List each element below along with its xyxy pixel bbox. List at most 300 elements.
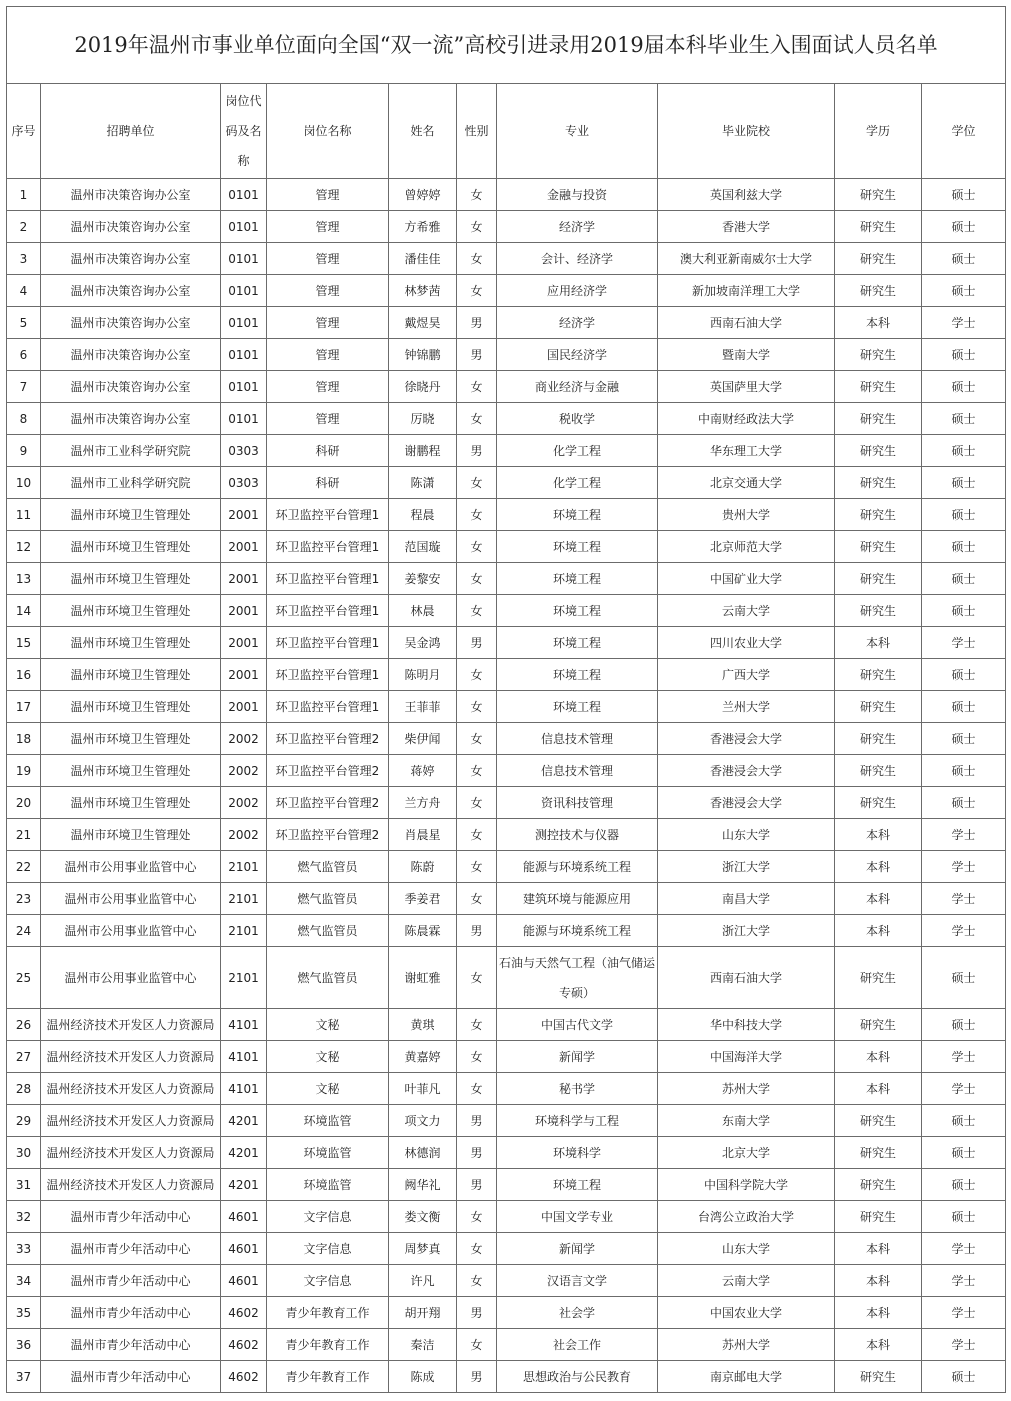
cell-position-code: 2002 xyxy=(221,819,267,851)
cell-major: 金融与投资 xyxy=(497,179,658,211)
cell-position-code: 0101 xyxy=(221,179,267,211)
cell-name: 王菲菲 xyxy=(389,691,457,723)
cell-position-name: 燃气监管员 xyxy=(267,915,389,947)
cell-degree: 学士 xyxy=(922,915,1006,947)
cell-school: 英国利兹大学 xyxy=(658,179,835,211)
cell-position-name: 燃气监管员 xyxy=(267,883,389,915)
cell-unit: 温州市青少年活动中心 xyxy=(41,1329,221,1361)
cell-major: 会计、经济学 xyxy=(497,243,658,275)
cell-gender: 女 xyxy=(457,371,497,403)
cell-major: 秘书学 xyxy=(497,1073,658,1105)
cell-name: 方希雅 xyxy=(389,211,457,243)
cell-unit: 温州经济技术开发区人力资源局 xyxy=(41,1169,221,1201)
cell-gender: 女 xyxy=(457,851,497,883)
table-row xyxy=(7,1169,1006,1201)
cell-unit: 温州市青少年活动中心 xyxy=(41,1201,221,1233)
cell-degree: 学士 xyxy=(922,1265,1006,1297)
cell-gender: 女 xyxy=(457,1041,497,1073)
cell-unit: 温州经济技术开发区人力资源局 xyxy=(41,1009,221,1041)
cell-degree: 硕士 xyxy=(922,435,1006,467)
cell-name: 黄琪 xyxy=(389,1009,457,1041)
cell-name: 吴金鸿 xyxy=(389,627,457,659)
cell-education: 研究生 xyxy=(835,595,922,627)
cell-index: 17 xyxy=(7,691,41,723)
cell-index: 3 xyxy=(7,243,41,275)
cell-unit: 温州市环境卫生管理处 xyxy=(41,659,221,691)
cell-position-code: 2001 xyxy=(221,531,267,563)
cell-index: 31 xyxy=(7,1169,41,1201)
cell-position-code: 0101 xyxy=(221,403,267,435)
cell-major: 中国古代文学 xyxy=(497,1009,658,1041)
cell-index: 34 xyxy=(7,1265,41,1297)
cell-position-code: 0101 xyxy=(221,339,267,371)
cell-name: 钟锦鹏 xyxy=(389,339,457,371)
cell-gender: 女 xyxy=(457,595,497,627)
cell-name: 娄文衡 xyxy=(389,1201,457,1233)
cell-school: 北京师范大学 xyxy=(658,531,835,563)
cell-index: 30 xyxy=(7,1137,41,1169)
cell-position-code: 2101 xyxy=(221,851,267,883)
cell-school: 南昌大学 xyxy=(658,883,835,915)
table-row xyxy=(7,467,1006,499)
cell-degree: 学士 xyxy=(922,819,1006,851)
cell-position-name: 管理 xyxy=(267,179,389,211)
cell-position-name: 环境监管 xyxy=(267,1105,389,1137)
cell-position-name: 管理 xyxy=(267,275,389,307)
cell-school: 广西大学 xyxy=(658,659,835,691)
cell-index: 24 xyxy=(7,915,41,947)
cell-name: 兰方舟 xyxy=(389,787,457,819)
cell-education: 本科 xyxy=(835,1073,922,1105)
cell-education: 本科 xyxy=(835,627,922,659)
cell-position-name: 环卫监控平台管理1 xyxy=(267,627,389,659)
cell-gender: 女 xyxy=(457,723,497,755)
cell-unit: 温州市环境卫生管理处 xyxy=(41,755,221,787)
cell-unit: 温州经济技术开发区人力资源局 xyxy=(41,1073,221,1105)
cell-major: 化学工程 xyxy=(497,435,658,467)
cell-name: 潘佳佳 xyxy=(389,243,457,275)
cell-major: 信息技术管理 xyxy=(497,755,658,787)
cell-gender: 男 xyxy=(457,915,497,947)
cell-position-name: 科研 xyxy=(267,467,389,499)
table-row xyxy=(7,243,1006,275)
cell-major: 中国文学专业 xyxy=(497,1201,658,1233)
cell-position-name: 环卫监控平台管理1 xyxy=(267,691,389,723)
cell-education: 本科 xyxy=(835,1297,922,1329)
cell-school: 香港浸会大学 xyxy=(658,755,835,787)
cell-degree: 学士 xyxy=(922,307,1006,339)
cell-degree: 学士 xyxy=(922,1233,1006,1265)
cell-gender: 女 xyxy=(457,243,497,275)
cell-major: 测控技术与仪器 xyxy=(497,819,658,851)
table-row xyxy=(7,723,1006,755)
cell-school: 山东大学 xyxy=(658,1233,835,1265)
cell-position-code: 4601 xyxy=(221,1201,267,1233)
cell-name: 戴煜昊 xyxy=(389,307,457,339)
cell-name: 林梦茜 xyxy=(389,275,457,307)
cell-degree: 硕士 xyxy=(922,787,1006,819)
cell-school: 云南大学 xyxy=(658,595,835,627)
cell-unit: 温州市环境卫生管理处 xyxy=(41,499,221,531)
cell-major: 应用经济学 xyxy=(497,275,658,307)
cell-school: 贵州大学 xyxy=(658,499,835,531)
header-school: 毕业院校 xyxy=(658,84,835,179)
cell-name: 陈潇 xyxy=(389,467,457,499)
cell-degree: 学士 xyxy=(922,1329,1006,1361)
cell-major: 环境工程 xyxy=(497,691,658,723)
cell-index: 36 xyxy=(7,1329,41,1361)
cell-position-name: 文秘 xyxy=(267,1009,389,1041)
cell-major: 新闻学 xyxy=(497,1233,658,1265)
cell-school: 山东大学 xyxy=(658,819,835,851)
cell-gender: 女 xyxy=(457,883,497,915)
cell-index: 27 xyxy=(7,1041,41,1073)
cell-gender: 女 xyxy=(457,467,497,499)
cell-unit: 温州市公用事业监管中心 xyxy=(41,883,221,915)
cell-unit: 温州市青少年活动中心 xyxy=(41,1361,221,1393)
cell-major: 环境科学与工程 xyxy=(497,1105,658,1137)
cell-position-code: 0101 xyxy=(221,307,267,339)
cell-name: 谢鹏程 xyxy=(389,435,457,467)
table-row xyxy=(7,1233,1006,1265)
cell-position-code: 4602 xyxy=(221,1329,267,1361)
cell-school: 香港大学 xyxy=(658,211,835,243)
table-row xyxy=(7,627,1006,659)
cell-school: 四川农业大学 xyxy=(658,627,835,659)
cell-major: 能源与环境系统工程 xyxy=(497,915,658,947)
cell-position-code: 2002 xyxy=(221,787,267,819)
cell-major: 环境工程 xyxy=(497,531,658,563)
cell-gender: 男 xyxy=(457,1361,497,1393)
cell-unit: 温州市环境卫生管理处 xyxy=(41,563,221,595)
cell-position-code: 4201 xyxy=(221,1105,267,1137)
cell-unit: 温州市决策咨询办公室 xyxy=(41,339,221,371)
table-row xyxy=(7,1105,1006,1137)
cell-position-code: 2101 xyxy=(221,883,267,915)
cell-index: 21 xyxy=(7,819,41,851)
cell-position-code: 4101 xyxy=(221,1009,267,1041)
cell-name: 厉晓 xyxy=(389,403,457,435)
cell-gender: 男 xyxy=(457,1105,497,1137)
cell-education: 研究生 xyxy=(835,1009,922,1041)
cell-gender: 女 xyxy=(457,403,497,435)
cell-position-code: 4602 xyxy=(221,1361,267,1393)
cell-school: 东南大学 xyxy=(658,1105,835,1137)
cell-major: 社会学 xyxy=(497,1297,658,1329)
cell-degree: 硕士 xyxy=(922,243,1006,275)
cell-index: 13 xyxy=(7,563,41,595)
table-row xyxy=(7,1073,1006,1105)
cell-position-code: 4601 xyxy=(221,1233,267,1265)
cell-unit: 温州市工业科学研究院 xyxy=(41,467,221,499)
cell-education: 研究生 xyxy=(835,467,922,499)
cell-index: 2 xyxy=(7,211,41,243)
cell-gender: 女 xyxy=(457,499,497,531)
cell-education: 研究生 xyxy=(835,1169,922,1201)
cell-gender: 女 xyxy=(457,787,497,819)
cell-degree: 硕士 xyxy=(922,691,1006,723)
cell-degree: 学士 xyxy=(922,627,1006,659)
cell-education: 研究生 xyxy=(835,371,922,403)
cell-degree: 硕士 xyxy=(922,467,1006,499)
cell-unit: 温州经济技术开发区人力资源局 xyxy=(41,1137,221,1169)
cell-index: 9 xyxy=(7,435,41,467)
table-row xyxy=(7,371,1006,403)
cell-unit: 温州市决策咨询办公室 xyxy=(41,211,221,243)
cell-index: 7 xyxy=(7,371,41,403)
cell-position-name: 青少年教育工作 xyxy=(267,1297,389,1329)
cell-major: 商业经济与金融 xyxy=(497,371,658,403)
cell-degree: 硕士 xyxy=(922,947,1006,1009)
cell-degree: 硕士 xyxy=(922,499,1006,531)
cell-degree: 硕士 xyxy=(922,403,1006,435)
cell-index: 5 xyxy=(7,307,41,339)
cell-degree: 硕士 xyxy=(922,179,1006,211)
page-title: 2019年温州市事业单位面向全国“双一流”高校引进录用2019届本科毕业生入围面试人员名单 xyxy=(7,7,1006,84)
header-index: 序号 xyxy=(7,84,41,179)
cell-gender: 女 xyxy=(457,659,497,691)
cell-gender: 女 xyxy=(457,1233,497,1265)
cell-degree: 硕士 xyxy=(922,1201,1006,1233)
cell-unit: 温州市环境卫生管理处 xyxy=(41,531,221,563)
cell-degree: 硕士 xyxy=(922,531,1006,563)
cell-gender: 女 xyxy=(457,1329,497,1361)
cell-education: 研究生 xyxy=(835,339,922,371)
cell-position-code: 0303 xyxy=(221,435,267,467)
cell-education: 研究生 xyxy=(835,1361,922,1393)
cell-degree: 硕士 xyxy=(922,339,1006,371)
cell-index: 1 xyxy=(7,179,41,211)
cell-gender: 男 xyxy=(457,1297,497,1329)
cell-degree: 学士 xyxy=(922,883,1006,915)
cell-school: 华东理工大学 xyxy=(658,435,835,467)
cell-major: 化学工程 xyxy=(497,467,658,499)
cell-name: 项文力 xyxy=(389,1105,457,1137)
cell-index: 28 xyxy=(7,1073,41,1105)
cell-index: 22 xyxy=(7,851,41,883)
cell-position-name: 文秘 xyxy=(267,1041,389,1073)
cell-major: 环境科学 xyxy=(497,1137,658,1169)
cell-index: 10 xyxy=(7,467,41,499)
cell-education: 本科 xyxy=(835,1041,922,1073)
cell-degree: 学士 xyxy=(922,1041,1006,1073)
cell-degree: 硕士 xyxy=(922,1105,1006,1137)
cell-index: 8 xyxy=(7,403,41,435)
cell-education: 本科 xyxy=(835,1265,922,1297)
table-row xyxy=(7,1041,1006,1073)
cell-position-code: 0101 xyxy=(221,275,267,307)
cell-education: 研究生 xyxy=(835,755,922,787)
cell-position-code: 2001 xyxy=(221,659,267,691)
cell-position-name: 文字信息 xyxy=(267,1233,389,1265)
cell-gender: 男 xyxy=(457,1169,497,1201)
cell-unit: 温州市青少年活动中心 xyxy=(41,1233,221,1265)
cell-position-name: 文字信息 xyxy=(267,1265,389,1297)
cell-name: 周梦真 xyxy=(389,1233,457,1265)
cell-position-code: 2001 xyxy=(221,563,267,595)
cell-name: 叶菲凡 xyxy=(389,1073,457,1105)
cell-major: 环境工程 xyxy=(497,1169,658,1201)
cell-school: 西南石油大学 xyxy=(658,947,835,1009)
cell-position-code: 0101 xyxy=(221,371,267,403)
cell-name: 谢虹雅 xyxy=(389,947,457,1009)
cell-position-code: 2002 xyxy=(221,755,267,787)
cell-gender: 女 xyxy=(457,563,497,595)
cell-school: 南京邮电大学 xyxy=(658,1361,835,1393)
table-row xyxy=(7,755,1006,787)
table-row xyxy=(7,819,1006,851)
cell-position-code: 4101 xyxy=(221,1073,267,1105)
cell-major: 建筑环境与能源应用 xyxy=(497,883,658,915)
cell-degree: 硕士 xyxy=(922,1137,1006,1169)
cell-position-name: 环卫监控平台管理2 xyxy=(267,787,389,819)
cell-school: 苏州大学 xyxy=(658,1073,835,1105)
cell-degree: 硕士 xyxy=(922,275,1006,307)
cell-education: 研究生 xyxy=(835,1137,922,1169)
table-row xyxy=(7,947,1006,1009)
cell-name: 姜黎安 xyxy=(389,563,457,595)
cell-school: 北京大学 xyxy=(658,1137,835,1169)
cell-school: 浙江大学 xyxy=(658,851,835,883)
cell-position-name: 环境监管 xyxy=(267,1137,389,1169)
cell-gender: 女 xyxy=(457,947,497,1009)
cell-education: 本科 xyxy=(835,1329,922,1361)
cell-index: 33 xyxy=(7,1233,41,1265)
cell-index: 25 xyxy=(7,947,41,1009)
cell-position-code: 2001 xyxy=(221,627,267,659)
cell-degree: 学士 xyxy=(922,1073,1006,1105)
cell-degree: 硕士 xyxy=(922,563,1006,595)
cell-unit: 温州市环境卫生管理处 xyxy=(41,595,221,627)
cell-gender: 男 xyxy=(457,435,497,467)
cell-name: 肖晨星 xyxy=(389,819,457,851)
table-row xyxy=(7,851,1006,883)
cell-position-name: 科研 xyxy=(267,435,389,467)
cell-major: 环境工程 xyxy=(497,627,658,659)
cell-school: 中国海洋大学 xyxy=(658,1041,835,1073)
cell-major: 能源与环境系统工程 xyxy=(497,851,658,883)
cell-gender: 女 xyxy=(457,275,497,307)
cell-index: 14 xyxy=(7,595,41,627)
table-row xyxy=(7,179,1006,211)
table-row xyxy=(7,915,1006,947)
cell-position-code: 2001 xyxy=(221,595,267,627)
cell-position-code: 2101 xyxy=(221,915,267,947)
cell-name: 柴伊闻 xyxy=(389,723,457,755)
cell-degree: 硕士 xyxy=(922,1361,1006,1393)
cell-school: 中南财经政法大学 xyxy=(658,403,835,435)
table-row xyxy=(7,1265,1006,1297)
cell-school: 台湾公立政治大学 xyxy=(658,1201,835,1233)
cell-major: 环境工程 xyxy=(497,499,658,531)
cell-education: 研究生 xyxy=(835,211,922,243)
cell-school: 香港浸会大学 xyxy=(658,787,835,819)
cell-name: 蒋婷 xyxy=(389,755,457,787)
cell-degree: 硕士 xyxy=(922,1169,1006,1201)
cell-name: 程晨 xyxy=(389,499,457,531)
cell-position-name: 管理 xyxy=(267,339,389,371)
cell-index: 35 xyxy=(7,1297,41,1329)
cell-position-name: 环卫监控平台管理1 xyxy=(267,499,389,531)
cell-school: 暨南大学 xyxy=(658,339,835,371)
cell-major: 国民经济学 xyxy=(497,339,658,371)
cell-position-code: 4602 xyxy=(221,1297,267,1329)
cell-unit: 温州市决策咨询办公室 xyxy=(41,243,221,275)
cell-major: 新闻学 xyxy=(497,1041,658,1073)
header-education: 学历 xyxy=(835,84,922,179)
cell-education: 研究生 xyxy=(835,403,922,435)
cell-position-name: 青少年教育工作 xyxy=(267,1361,389,1393)
cell-index: 19 xyxy=(7,755,41,787)
cell-education: 本科 xyxy=(835,915,922,947)
cell-major: 社会工作 xyxy=(497,1329,658,1361)
cell-major: 汉语言文学 xyxy=(497,1265,658,1297)
cell-degree: 硕士 xyxy=(922,371,1006,403)
cell-index: 11 xyxy=(7,499,41,531)
header-degree: 学位 xyxy=(922,84,1006,179)
cell-position-name: 环卫监控平台管理2 xyxy=(267,755,389,787)
cell-unit: 温州市环境卫生管理处 xyxy=(41,787,221,819)
cell-major: 税收学 xyxy=(497,403,658,435)
cell-position-code: 2002 xyxy=(221,723,267,755)
table-row xyxy=(7,307,1006,339)
cell-index: 20 xyxy=(7,787,41,819)
cell-index: 26 xyxy=(7,1009,41,1041)
cell-position-name: 文字信息 xyxy=(267,1201,389,1233)
cell-position-code: 0101 xyxy=(221,211,267,243)
cell-position-name: 管理 xyxy=(267,211,389,243)
cell-position-code: 0101 xyxy=(221,243,267,275)
cell-degree: 学士 xyxy=(922,851,1006,883)
cell-name: 范国璇 xyxy=(389,531,457,563)
cell-school: 浙江大学 xyxy=(658,915,835,947)
cell-unit: 温州市公用事业监管中心 xyxy=(41,947,221,1009)
cell-name: 阙华礼 xyxy=(389,1169,457,1201)
cell-gender: 女 xyxy=(457,531,497,563)
table-row xyxy=(7,339,1006,371)
cell-position-name: 环境监管 xyxy=(267,1169,389,1201)
cell-unit: 温州市公用事业监管中心 xyxy=(41,851,221,883)
cell-name: 黄嘉婷 xyxy=(389,1041,457,1073)
cell-gender: 女 xyxy=(457,1073,497,1105)
cell-index: 23 xyxy=(7,883,41,915)
cell-name: 曾婷婷 xyxy=(389,179,457,211)
cell-name: 林德润 xyxy=(389,1137,457,1169)
cell-gender: 女 xyxy=(457,1009,497,1041)
cell-index: 4 xyxy=(7,275,41,307)
table-row xyxy=(7,531,1006,563)
table-row xyxy=(7,1361,1006,1393)
cell-name: 陈晨霖 xyxy=(389,915,457,947)
cell-gender: 女 xyxy=(457,211,497,243)
cell-education: 研究生 xyxy=(835,1105,922,1137)
cell-unit: 温州市青少年活动中心 xyxy=(41,1265,221,1297)
cell-position-code: 0303 xyxy=(221,467,267,499)
roster-table xyxy=(6,6,1006,1393)
table-row xyxy=(7,1329,1006,1361)
cell-education: 研究生 xyxy=(835,499,922,531)
cell-unit: 温州市环境卫生管理处 xyxy=(41,723,221,755)
cell-name: 陈成 xyxy=(389,1361,457,1393)
cell-major: 环境工程 xyxy=(497,563,658,595)
cell-position-name: 燃气监管员 xyxy=(267,947,389,1009)
cell-degree: 学士 xyxy=(922,1297,1006,1329)
cell-education: 研究生 xyxy=(835,435,922,467)
cell-gender: 女 xyxy=(457,1265,497,1297)
cell-major: 信息技术管理 xyxy=(497,723,658,755)
cell-name: 徐晓丹 xyxy=(389,371,457,403)
cell-education: 研究生 xyxy=(835,659,922,691)
